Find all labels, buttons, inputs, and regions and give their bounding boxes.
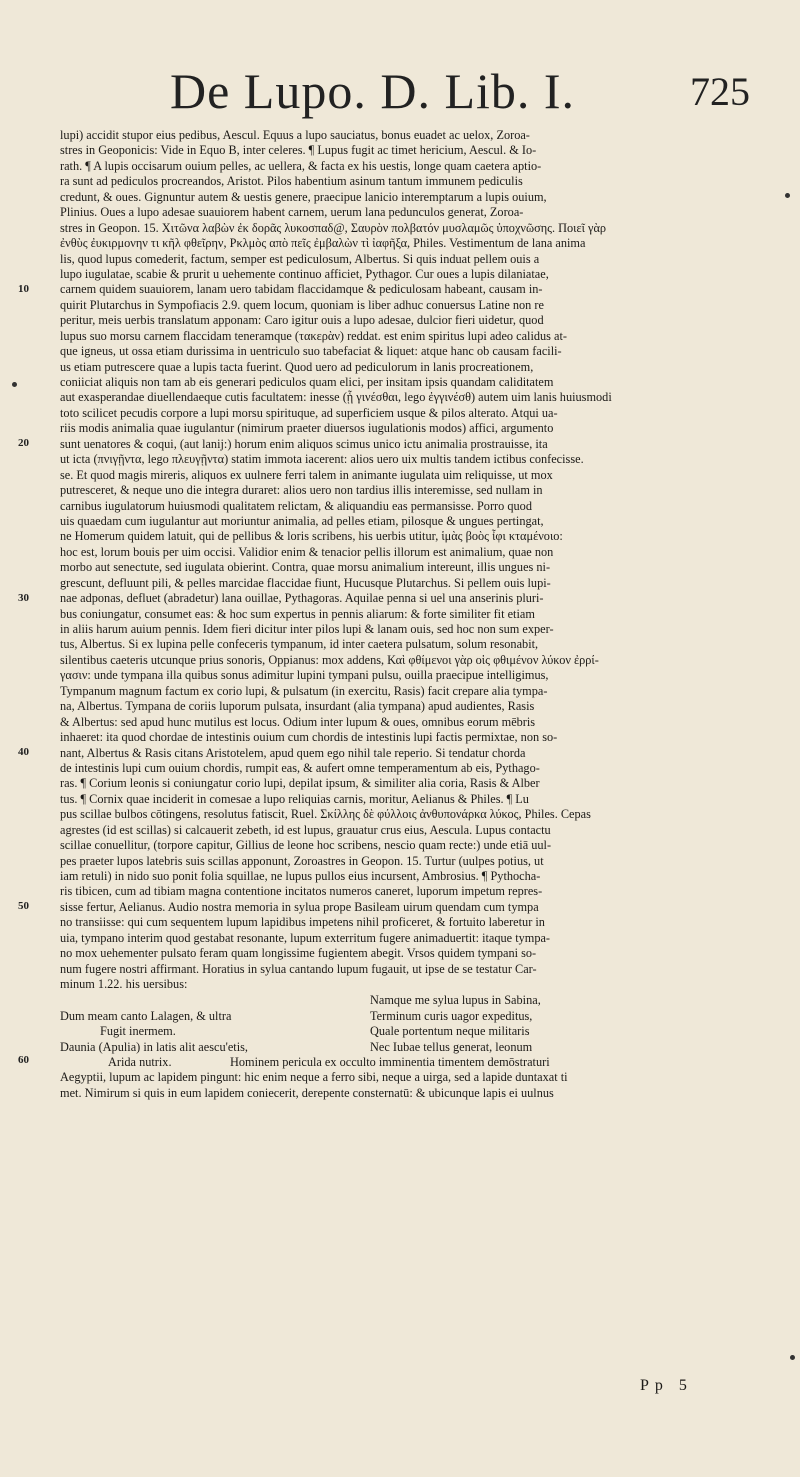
text-line: Hominem pericula ex occulto imminentia timentem demōstraturi (230, 1055, 550, 1069)
text-line: quirit Plutarchus in Sympofiacis 2.9. quem locum, quoniam is liber adhuc conuersus Latine non re (60, 297, 544, 312)
text-line: carnem quidem suauiorem, lanam uero tabidam flaccidamque & pediculosam habeant, causam in- (60, 282, 543, 297)
text-line: lupi) accidit stupor eius pedibus, Aescul. Equus a lupo sauciatus, bonus euadet ac uelox, Zoroa- (60, 128, 530, 142)
text-line: ne Homerum quidem latuit, qui de pellibus & loris scribens, his uerbis utitur, ἱμὰς βοὸς ἶφι κταμένοιο: (60, 529, 563, 544)
text-line: nae adponas, defluet (abradetur) lana ouillae, Pythagoras. Aquilae penna si uel una anserinis pluri- (60, 591, 544, 606)
margin-line-number: 30 (18, 592, 29, 604)
text-line: Aegyptii, lupum ac lapidem pingunt: hic enim neque a ferro sibi, neque a uirga, sed a lapide duntaxat ti (60, 1070, 568, 1085)
text-line: de intestinis lupi cum ouium chordis, rumpit eas, & aufert omne temperamentum ab eis, Pythago- (60, 760, 540, 775)
text-line: no transiisse: qui cum sequentem lupum lapidibus impetens nihil proficeret, & fortuito laberetur in (60, 915, 545, 930)
margin-mark (790, 1355, 795, 1360)
text-line: morbo aut senectute, sed iugulata obierint. Contra, quae morsu animalium intereunt, illis ungues ni- (60, 560, 551, 575)
text-line: nant, Albertus & Rasis citans Aristotelem, apud quem ego nihil tale reperio. Si tendatur chorda (60, 745, 526, 760)
text-line: riis modis animalia quae iugulantur (nimirum praeter diuersos iugulationis modos) affici, argumento (60, 421, 554, 436)
text-line: carnibus iugulatorum huiusmodi qualitatem relictam, & aliquandiu eas permansisse. Porro quod (60, 498, 532, 513)
text-line: bus coniungatur, consumet eas: & hoc sum expertus in pennis aliarum: & forte similiter fit etiam (60, 606, 535, 621)
text-line: in aliis harum auium pennis. Idem fieri dicitur inter pilos lupi & lanam ouis, sed hoc non sum exper- (60, 622, 554, 636)
verse-left: Arida nutrix. (108, 1054, 172, 1069)
text-line: no mox uehementer pulsato feram quam longissime fugientem abegit. Vrsos quidem tympani so- (60, 946, 537, 961)
text-line: γασιν: unde tympana illa quibus sonus adimitur lupini tympani pulsu, ouilla praecipue intelligimus, (60, 668, 549, 683)
text-line: ras. ¶ Corium leonis si coniungatur corio lupi, depilat ipsum, & similiter alia coria, Rasis & Alber (60, 776, 540, 791)
verse-right: Terminum curis uagor expeditus, (370, 1008, 533, 1023)
text-line: pus scillae bulbos cōtingens, resolutus fatiscit, Ruel. Σκίλλης δὲ φύλλοις ἀνθυπονάρκα λύκος, Philes. Cepas (60, 807, 591, 822)
margin-line-number: 20 (18, 437, 29, 449)
page-number: 725 (690, 69, 750, 114)
text-line: putresceret, & neque uno die integra duraret: alios uero non tardius illis interemisse, sed nullam in (60, 483, 543, 498)
text-line: ris tibicen, cum ad tibiam magna contentione incitatos numeros caneret, luporum impetum repres- (60, 884, 543, 899)
verse-row (60, 993, 760, 1008)
signature-mark: Pp 5 (640, 1377, 693, 1394)
verse-right: Quale portentum neque militaris (370, 1024, 530, 1039)
text-line: ra sunt ad pediculos procreandos, Aristot. Pilos habentium asinum tantum immunem pediculis (60, 174, 523, 189)
margin-line-number: 40 (18, 746, 29, 758)
text-line: sisse fertur, Aelianus. Audio nostra memoria in syluа prope Basileam uirum quendam cum tympa (60, 899, 539, 914)
margin-mark (785, 193, 790, 198)
text-line: Tympanum magnum factum ex corio lupi, & pulsatum (in exercitu, Rasis) facit crepare alia tympa- (60, 683, 548, 698)
margin-mark (12, 382, 17, 387)
verse-row (60, 1024, 760, 1039)
text-line: aut exasperandae diuellendaeque cutis facultatem: inesse (ᾗ γινέσθαι, lego ἐγγινέσθ) autem uim lanis huiusmodi (60, 390, 612, 405)
text-line: se. Et quod magis mireris, aliquos ex uulnere ferri talem in animante iugulata uim reliquisse, ut mox (60, 467, 553, 482)
verse-left: Daunia (Apulia) in latis alit aescu'etis, (60, 1039, 248, 1054)
running-title: De Lupo. D. Lib. I. (170, 63, 576, 119)
text-line: iam retuli) in nido suo ponit folia squillae, ne lupus pullos eius incursent, Ambrosius. ¶ Pythocha- (60, 869, 541, 883)
text-line: Plinius. Oues a lupo adesae suauiorem habent carnem, uerum lana pedunculos generat, Zoroa- (60, 205, 524, 220)
main-text (60, 128, 760, 993)
text-line: ut icta (πνιγῇντα, lego πλευγῇντα) statim immota iacerent: alios uero uix multis tandem ictibus confecisse. (60, 452, 584, 467)
text-line: toto scilicet pecudis corpore a lupi morsu spirituque, ad superficiem usque & pilos alterato. Atqui ua- (60, 405, 558, 420)
text-line: grescunt, defluunt pili, & pelles marcidae flaccidae fiunt, Hucusque Plutarchus. Si pellem ouis lupi- (60, 575, 551, 590)
text-line: peritur, meis uerbis translatum apponam: Caro igitur ouis a lupo adesae, dulcior fieri uidetur, quod (60, 313, 544, 328)
text-line: silentibus caeteris utcunque prius sonoris, Oppianus: mox addens, Καὶ φθίμενοι γὰρ οἱς φθιμένον λύκον ἐρρί- (60, 652, 599, 667)
verse-left: Fugit inermem. (100, 1024, 176, 1039)
verse-row (60, 1040, 760, 1055)
margin-line-number: 60 (18, 1054, 29, 1066)
text-line: lupo iugulatae, scabie & prurit u uehemente continuo afficiet, Pythagor. Cur oues a lupis dilaniatae, (60, 266, 549, 281)
text-line: minum 1.22. his uersibus: (60, 977, 188, 992)
text-line: us etiam putrescere quae a lupis tacta fuerint. Quod uero ad pediculorum in lanis procreationem, (60, 359, 534, 374)
closing-text (60, 1055, 760, 1101)
verse-right: Namque me sylua lupus in Sabina, (370, 993, 541, 1008)
text-line: num fugere nostri affirmant. Horatius in sylua cantando lupum fugauit, ut ipse de se testatur Car- (60, 961, 537, 976)
text-line: uis quaedam cum iugulantur aut moriuntur animalia, ad pelles etiam, pilosque & ungues pertingat, (60, 513, 544, 528)
text-line: lupus suo morsu carnem flaccidam teneramque (τακερὰν) reddat. est enim spiritus lupi adeo calidus at- (60, 328, 567, 343)
verse-row (60, 1009, 760, 1024)
text-line: tus, Albertus. Si ex lupina pelle confeceris tympanum, id inter caetera pulsatum, solum resonabit, (60, 637, 539, 652)
text-line: inhaeret: ita quod chordae de intestinis ouium cum chordis de intestinis lupi factis permixtae, non so- (60, 730, 558, 745)
text-line: hoc est, lorum bouis per uim occisi. Validior enim & tenacior pellis illorum est animalium, quae non (60, 544, 554, 559)
text-line: rath. ¶ A lupis occisarum ouium pelles, ac uellera, & facta ex his uestis, longe quam caetera aptio- (60, 158, 542, 173)
margin-line-number: 10 (18, 283, 29, 295)
text-line: stres in Geoponicis: Vide in Equo B, inter celeres. ¶ Lupus fugit ac timet hericium, Aescul. & Io- (60, 143, 537, 158)
text-line: met. Nimirum si quis in eum lapidem coniecerit, derepente consternatū: & ubicunque lapis ei uulnus (60, 1085, 554, 1100)
text-line: sunt uenatores & coqui, (aut lanij:) horum enim aliquos scimus unico ictu animalia prostrauisse, ita (60, 436, 548, 451)
text-line: & Albertus: sed apud hunc mutilus est locus. Odium inter lupum & oues, omnibus eorum mēbris (60, 714, 536, 729)
text-line: pes praeter lupos latebris suis scillas apponunt, Zoroastres in Geopon. 15. Turtur (uulpes potius, ut (60, 853, 544, 868)
text-line: lis, quod lupus comederit, factum, semper est pediculosum, Albertus. Si quis induat pellem ouis a (60, 251, 540, 266)
text-line: coniiciat aliquis non tam ab eis generari pediculos quam elici, per insitam ipsis quandam caliditatem (60, 375, 554, 389)
text-line: scillae conuellitur, (torpore capitur, Gillius de leone hoc scribens, nescio quam recte:) unde etiā uul- (60, 838, 552, 853)
verse-right: Nec Iubae tellus generat, leonum (370, 1039, 533, 1054)
running-header (170, 62, 770, 122)
verse-left: Dum meam canto Lalagen, & ultra (60, 1008, 232, 1023)
margin-line-number: 50 (18, 900, 29, 912)
text-line: uia, tympano interim quod gestabat resonante, lupum exterritum fugere animaduertit: itaque tympa- (60, 930, 551, 945)
text-line: stres in Geopon. 15. Χιτῶνα λαβὼν ἐκ δορᾶς λυκοσπαδ@, Σαυρὸν πολβατόν μυσλαμῶς ὑποχνῶσης. Ποιεῖ γὰρ (60, 220, 607, 235)
text-line: tus. ¶ Cornix quae inciderit in comesae a lupo reliquias carnis, moritur, Aelianus & Philes. ¶ Lu (60, 791, 529, 806)
text-line: agrestes (id est scillas) si calcauerit zebeth, id est lupus, grauatur crus eius, Aescula. Lupus contactu (60, 822, 551, 837)
text-line: na, Albertus. Tympana de coriis luporum pulsata, insurdant (alia tympana) apud audientes, Rasis (60, 699, 535, 714)
text-line: credunt, & oues. Gignuntur autem & uestis genere, praecipue lanicio interemptarum a lupis ouium, (60, 189, 547, 204)
text-line: que igneus, ut ossa etiam durissima in uentriculo suo tabefaciat & liquet: atque hanc ob causam facili- (60, 344, 562, 359)
text-line: ἐνθὺς ἐυκιρμονην τι κῆλ φθεῖρην, Ρκλμὸς απὸ πεῖς ἐμβαλὼν τὶ ἰαφῆξα, Philes. Vestimentum de lana anima (60, 236, 586, 251)
